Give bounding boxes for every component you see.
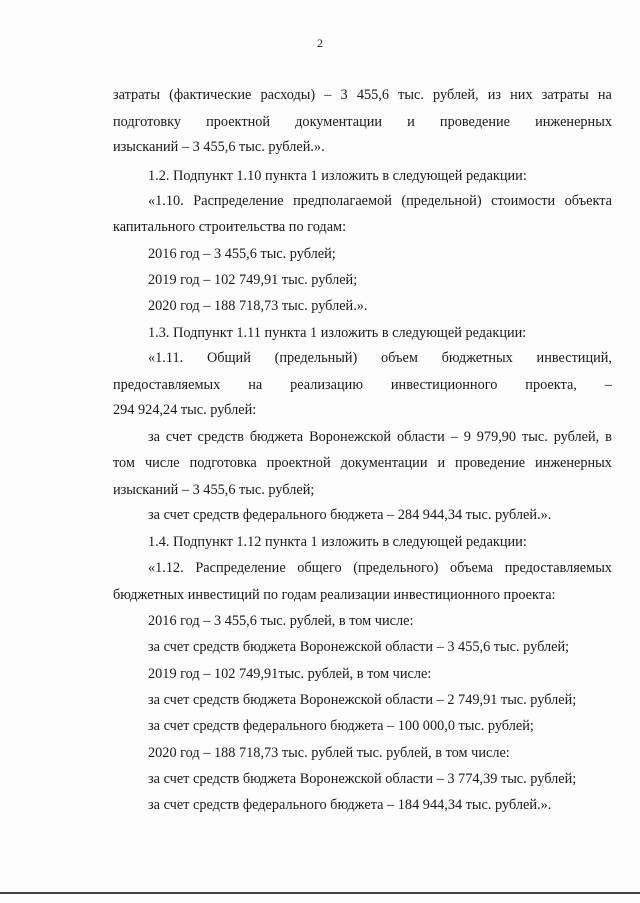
word: расходы) <box>260 87 316 103</box>
word: рублей, <box>553 429 600 445</box>
word: проектной <box>266 455 331 471</box>
text-line <box>113 454 612 472</box>
word: на <box>597 87 612 103</box>
text-line <box>113 192 612 210</box>
text-line <box>113 559 612 577</box>
text-line: за счет средств бюджета Воронежской области – 2 749,91 тыс. рублей; <box>148 692 577 708</box>
word: предоставляемых <box>113 377 221 393</box>
text-line: за счет средств федерального бюджета – 100 000,0 тыс. рублей; <box>148 718 534 734</box>
word: Общий <box>206 350 251 366</box>
scan-edge-rule <box>0 892 640 894</box>
word: реализацию <box>290 377 363 393</box>
word: объема <box>450 560 494 576</box>
text-line: 2020 год – 188 718,73 тыс. рублей тыс. рублей, в том числе: <box>148 745 510 761</box>
word: подготовку <box>113 114 181 130</box>
text-line: 1.3. Подпункт 1.11 пункта 1 изложить в следующей редакции: <box>148 325 527 341</box>
word: затраты <box>113 87 161 103</box>
word: подготовка <box>189 455 257 471</box>
word: затраты <box>541 87 589 103</box>
word: бюджетных <box>441 350 513 366</box>
word: 979,90 <box>476 429 517 445</box>
word: инвестиций, <box>536 350 612 366</box>
word: «1.11. <box>148 350 184 366</box>
word: предоставляемых <box>504 560 612 576</box>
word: проведение <box>439 114 510 130</box>
word: тыс. <box>522 429 548 445</box>
word: за <box>148 429 160 445</box>
word: числе <box>144 455 180 471</box>
word: средств <box>197 429 244 445</box>
text-line: 1.2. Подпункт 1.10 пункта 1 изложить в следующей редакции: <box>148 168 527 184</box>
word: тыс. <box>398 87 424 103</box>
text-line: за счет средств бюджета Воронежской области – 3 455,6 тыс. рублей; <box>148 639 570 655</box>
text-line <box>113 349 612 367</box>
word: бюджета <box>249 429 304 445</box>
word: 9 <box>463 429 471 445</box>
text-line: 1.4. Подпункт 1.12 пункта 1 изложить в следующей редакции: <box>148 534 527 550</box>
text-line: за счет средств бюджета Воронежской области – 3 774,39 тыс. рублей; <box>148 771 577 787</box>
word: объекта <box>564 193 612 209</box>
text-line: 294 924,24 тыс. рублей: <box>113 402 257 418</box>
word: «1.12. <box>148 560 184 576</box>
word: и <box>437 455 446 471</box>
text-line <box>113 376 612 394</box>
word: стоимости <box>491 193 556 209</box>
word: них <box>510 87 533 103</box>
word: инженерных <box>535 114 612 130</box>
word: том <box>113 455 135 471</box>
word: – <box>604 377 612 393</box>
word: Распределение <box>193 193 284 209</box>
text-line <box>113 428 612 446</box>
word: «1.10. <box>148 193 184 209</box>
word: инвестиционного <box>390 377 498 393</box>
word: 455,6 <box>356 87 389 103</box>
text-line: 2019 год – 102 749,91тыс. рублей, в том числе: <box>148 666 432 682</box>
word: области <box>396 429 445 445</box>
page-number: 2 <box>317 36 323 50</box>
text-line: 2020 год – 188 718,73 тыс. рублей.». <box>148 298 368 314</box>
word: Воронежской <box>309 429 392 445</box>
word: (предельного) <box>353 560 439 576</box>
word: объем <box>381 350 418 366</box>
word: документации <box>295 114 383 130</box>
text-line: капитального строительства по годам: <box>113 219 347 235</box>
word: документации <box>340 455 428 471</box>
text-line: изысканий – 3 455,6 тыс. рублей.». <box>113 139 325 155</box>
word: (фактические <box>169 87 252 103</box>
text-line: за счет средств федерального бюджета – 184 944,34 тыс. рублей.». <box>148 797 552 813</box>
text-line <box>113 86 612 104</box>
text-line: изысканий – 3 455,6 тыс. рублей; <box>113 482 315 498</box>
word: инженерных <box>535 455 612 471</box>
word: из <box>487 87 502 103</box>
text-line: 2016 год – 3 455,6 тыс. рублей; <box>148 246 336 262</box>
text-line: 2016 год – 3 455,6 тыс. рублей, в том числе: <box>148 613 414 629</box>
word: проекта, <box>525 377 577 393</box>
word: проектной <box>206 114 271 130</box>
text-line <box>113 113 612 131</box>
word: – <box>324 87 332 103</box>
word: счет <box>165 429 192 445</box>
word: (предельной) <box>401 193 482 209</box>
word: на <box>248 377 263 393</box>
word: общего <box>297 560 342 576</box>
word: проведение <box>455 455 526 471</box>
text-line: бюджетных инвестиций по годам реализации инвестиционного проекта: <box>113 587 556 603</box>
text-line: за счет средств федерального бюджета – 284 944,34 тыс. рублей.». <box>148 507 552 523</box>
word: предполагаемой <box>293 193 392 209</box>
word: и <box>407 114 415 130</box>
word: Распределение <box>195 560 286 576</box>
word: (предельный) <box>274 350 358 366</box>
word: рублей, <box>433 87 479 103</box>
word: 3 <box>340 87 348 103</box>
word: – <box>450 429 458 445</box>
text-line: 2019 год – 102 749,91 тыс. рублей; <box>148 272 358 288</box>
word: в <box>605 429 612 445</box>
